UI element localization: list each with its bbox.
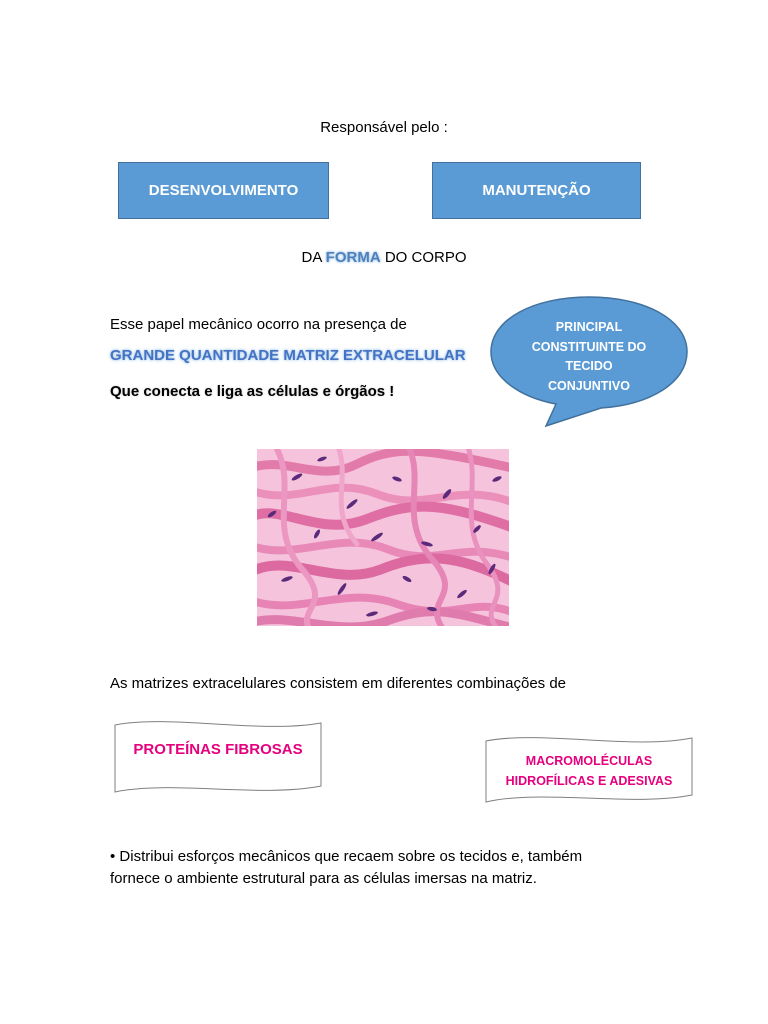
desenvolvimento-box xyxy=(118,162,329,219)
matriz-extracelular-heading: GRANDE QUANTIDADE MATRIZ EXTRACELULAR xyxy=(110,347,466,364)
bubble-line: CONJUNTIVO xyxy=(548,378,630,393)
manutencao-label: MANUTENÇÃO xyxy=(482,182,591,199)
matrizes-text: As matrizes extracelulares consistem em diferentes combinações de xyxy=(110,675,567,692)
desenvolvimento-label: DESENVOLVIMENTO xyxy=(148,182,299,199)
macromoleculas-line2: HIDROFÍLICAS E ADESIVAS xyxy=(505,774,673,788)
responsavel-heading: Responsável pelo : xyxy=(320,119,448,136)
forma-highlight: FORMA xyxy=(325,249,381,266)
manutencao-box xyxy=(432,162,641,219)
da-forma-before: DA xyxy=(301,249,326,266)
wave-banner-left xyxy=(110,720,326,796)
bubble-line: CONSTITUINTE DO xyxy=(531,339,647,354)
da-forma-after: DO CORPO xyxy=(380,249,467,266)
bubble-text xyxy=(519,318,659,396)
conecta-text: Que conecta e liga as células e órgãos ! xyxy=(110,383,395,400)
tissue-micrograph xyxy=(257,449,509,626)
distribui-line1: • Distribui esforços mecânicos que recaem sobre os tecidos e, também xyxy=(110,848,583,865)
papel-mecanico-text: Esse papel mecânico ocorro na presença de xyxy=(110,316,407,333)
bubble-line: PRINCIPAL xyxy=(555,320,623,334)
macromoleculas-line1: MACROMOLÉCULAS xyxy=(525,754,653,768)
bubble-line: TECIDO xyxy=(565,359,613,373)
macromoleculas-label xyxy=(482,751,696,791)
distribui-paragraph xyxy=(110,846,670,890)
da-forma-line xyxy=(0,249,768,266)
proteinas-fibrosas-label: PROTEÍNAS FIBROSAS xyxy=(133,741,303,758)
distribui-line2: fornece o ambiente estrutural para as células imersas na matriz. xyxy=(110,870,537,887)
